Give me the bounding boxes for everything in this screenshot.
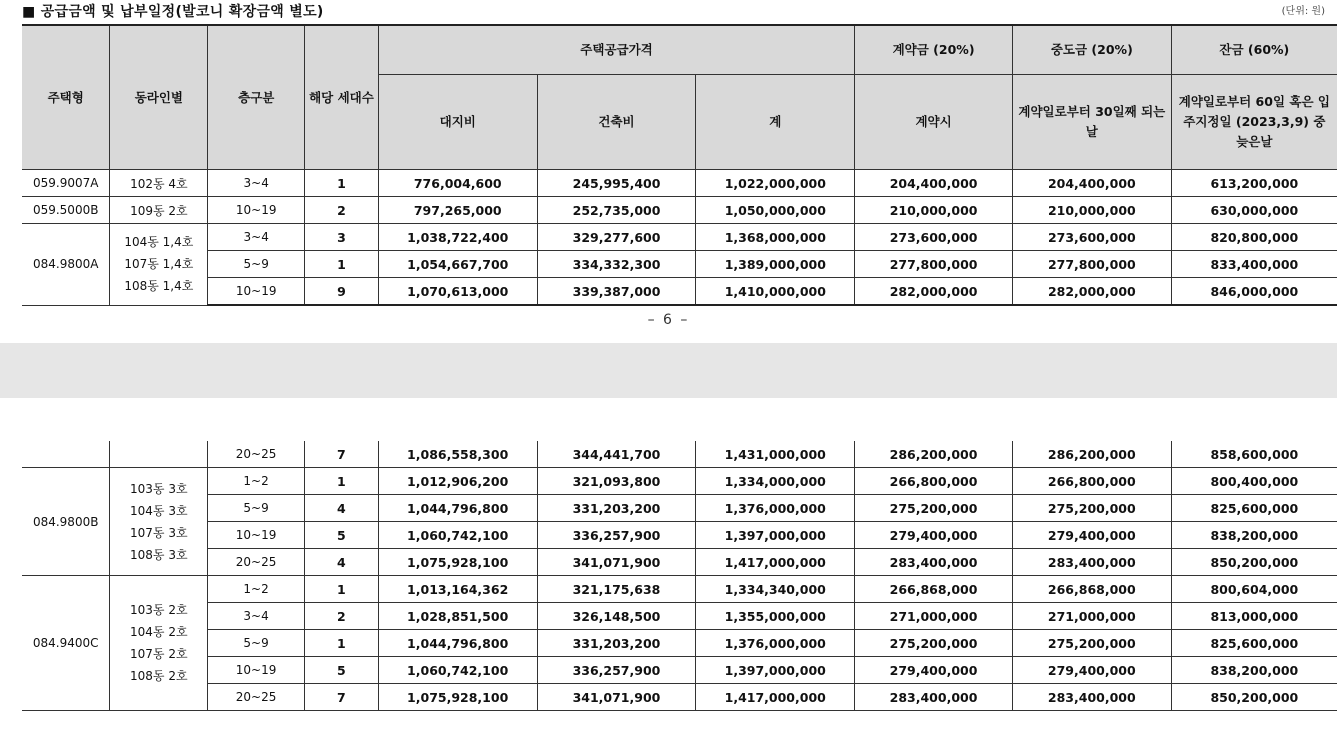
middle-cell: 283,400,000 [1012, 549, 1171, 576]
building-cell: 321,175,638 [537, 576, 696, 603]
land-cell: 1,060,742,100 [378, 522, 537, 549]
units-cell: 1 [304, 630, 378, 657]
balance-cell: 838,200,000 [1171, 522, 1337, 549]
balance-cell: 613,200,000 [1171, 170, 1337, 197]
land-cell: 1,044,796,800 [378, 495, 537, 522]
units-cell: 5 [304, 522, 378, 549]
building-cell: 341,071,900 [537, 549, 696, 576]
table-row [22, 576, 1337, 603]
header-middle: 중도금 (20%) [1012, 25, 1171, 75]
land-cell: 1,054,667,700 [378, 251, 537, 278]
deposit-cell: 279,400,000 [855, 522, 1013, 549]
units-cell: 7 [304, 684, 378, 711]
building-cell: 339,387,000 [537, 278, 696, 306]
units-cell: 3 [305, 224, 379, 251]
total-cell: 1,334,340,000 [696, 576, 855, 603]
building-cell: 252,735,000 [537, 197, 696, 224]
deposit-cell: 282,000,000 [855, 278, 1013, 306]
middle-cell: 273,600,000 [1012, 224, 1171, 251]
header-floor: 층구분 [208, 25, 305, 170]
header-deposit: 계약금 (20%) [855, 25, 1013, 75]
total-cell: 1,410,000,000 [696, 278, 855, 306]
middle-cell: 204,400,000 [1012, 170, 1171, 197]
land-cell: 1,044,796,800 [378, 630, 537, 657]
middle-cell: 210,000,000 [1012, 197, 1171, 224]
table-row [22, 224, 1337, 251]
balance-cell: 800,604,000 [1171, 576, 1337, 603]
balance-cell: 825,600,000 [1171, 630, 1337, 657]
header-middle-when: 계약일로부터 30일째 되는 날 [1012, 75, 1171, 170]
land-cell: 1,075,928,100 [378, 684, 537, 711]
deposit-cell: 271,000,000 [855, 603, 1013, 630]
balance-cell: 800,400,000 [1171, 468, 1337, 495]
middle-cell: 282,000,000 [1012, 278, 1171, 306]
middle-cell: 271,000,000 [1012, 603, 1171, 630]
unit-note: (단위: 원) [1281, 6, 1325, 17]
total-cell: 1,368,000,000 [696, 224, 855, 251]
building-cell: 336,257,900 [537, 522, 696, 549]
land-cell: 797,265,000 [378, 197, 537, 224]
building-cell: 334,332,300 [537, 251, 696, 278]
total-cell: 1,389,000,000 [696, 251, 855, 278]
units-cell: 9 [305, 278, 379, 306]
land-cell: 1,013,164,362 [378, 576, 537, 603]
building-cell: 341,071,900 [537, 684, 696, 711]
floor-cell: 1~2 [208, 468, 305, 495]
balance-cell: 630,000,000 [1171, 197, 1337, 224]
table-row [22, 251, 1337, 278]
floor-cell: 5~9 [208, 495, 305, 522]
building-cell: 331,203,200 [537, 495, 696, 522]
total-cell: 1,376,000,000 [696, 630, 855, 657]
type-cell: 084.9800A [22, 224, 110, 306]
units-cell: 4 [304, 549, 378, 576]
table-row [22, 549, 1337, 576]
deposit-cell: 277,800,000 [855, 251, 1013, 278]
page-number: – 6 – [647, 312, 690, 328]
building-cell: 344,441,700 [537, 441, 696, 468]
building-cell: 336,257,900 [537, 657, 696, 684]
balance-cell: 833,400,000 [1171, 251, 1337, 278]
floor-cell: 10~19 [208, 657, 305, 684]
dong-cell: 104동 1,4호 107동 1,4호 108동 1,4호 [110, 224, 208, 306]
price-schedule-table-page-7 [22, 441, 1337, 711]
dong-cell: 103동 2호 104동 2호 107동 2호 108동 2호 [110, 576, 208, 711]
type-cell: 059.5000B [22, 197, 110, 224]
total-cell: 1,022,000,000 [696, 170, 855, 197]
balance-cell: 858,600,000 [1171, 441, 1337, 468]
header-units: 해당 세대수 [305, 25, 379, 170]
header-supply-price: 주택공급가격 [378, 25, 854, 75]
type-cell-continued [22, 441, 110, 468]
type-cell: 084.9800B [22, 468, 110, 576]
floor-cell: 5~9 [208, 630, 305, 657]
balance-cell: 846,000,000 [1171, 278, 1337, 306]
table-row [22, 278, 1337, 306]
header-building: 건축비 [537, 75, 696, 170]
table-row [22, 441, 1337, 468]
middle-cell: 275,200,000 [1012, 630, 1171, 657]
floor-cell: 10~19 [208, 278, 305, 306]
land-cell: 1,070,613,000 [378, 278, 537, 306]
table-row [22, 603, 1337, 630]
document-title: ■ 공급금액 및 납부일정(발코니 확장금액 별도) [22, 4, 324, 20]
floor-cell: 10~19 [208, 197, 305, 224]
units-cell: 1 [304, 468, 378, 495]
type-cell: 084.9400C [22, 576, 110, 711]
balance-cell: 850,200,000 [1171, 684, 1337, 711]
floor-cell: 3~4 [208, 224, 305, 251]
floor-cell: 20~25 [208, 441, 305, 468]
type-cell: 059.9007A [22, 170, 110, 197]
header-balance-when: 계약일로부터 60일 혹은 입주지정일 (2023,3,9) 중 늦은날 [1171, 75, 1337, 170]
total-cell: 1,334,000,000 [696, 468, 855, 495]
deposit-cell: 275,200,000 [855, 495, 1013, 522]
middle-cell: 266,868,000 [1012, 576, 1171, 603]
floor-cell: 10~19 [208, 522, 305, 549]
building-cell: 326,148,500 [537, 603, 696, 630]
land-cell: 776,004,600 [378, 170, 537, 197]
deposit-cell: 283,400,000 [855, 549, 1013, 576]
table-row [22, 197, 1337, 224]
balance-cell: 820,800,000 [1171, 224, 1337, 251]
table-row [22, 684, 1337, 711]
floor-cell: 3~4 [208, 170, 305, 197]
deposit-cell: 286,200,000 [855, 441, 1013, 468]
middle-cell: 279,400,000 [1012, 657, 1171, 684]
total-cell: 1,417,000,000 [696, 684, 855, 711]
total-cell: 1,376,000,000 [696, 495, 855, 522]
header-deposit-when: 계약시 [855, 75, 1013, 170]
deposit-cell: 279,400,000 [855, 657, 1013, 684]
header-balance: 잔금 (60%) [1171, 25, 1337, 75]
deposit-cell: 283,400,000 [855, 684, 1013, 711]
floor-cell: 3~4 [208, 603, 305, 630]
table-row [22, 495, 1337, 522]
units-cell: 1 [304, 576, 378, 603]
total-cell: 1,397,000,000 [696, 522, 855, 549]
dong-cell: 103동 3호 104동 3호 107동 3호 108동 3호 [110, 468, 208, 576]
page-break-gap [0, 343, 1337, 398]
price-schedule-table-page-6 [22, 24, 1337, 306]
floor-cell: 5~9 [208, 251, 305, 278]
floor-cell: 1~2 [208, 576, 305, 603]
dong-cell: 102동 4호 [110, 170, 208, 197]
building-cell: 245,995,400 [537, 170, 696, 197]
middle-cell: 279,400,000 [1012, 522, 1171, 549]
deposit-cell: 266,800,000 [855, 468, 1013, 495]
total-cell: 1,431,000,000 [696, 441, 855, 468]
floor-cell: 20~25 [208, 684, 305, 711]
total-cell: 1,397,000,000 [696, 657, 855, 684]
units-cell: 4 [304, 495, 378, 522]
header-land: 대지비 [378, 75, 537, 170]
units-cell: 5 [304, 657, 378, 684]
land-cell: 1,060,742,100 [378, 657, 537, 684]
land-cell: 1,012,906,200 [378, 468, 537, 495]
land-cell: 1,086,558,300 [378, 441, 537, 468]
land-cell: 1,038,722,400 [378, 224, 537, 251]
middle-cell: 275,200,000 [1012, 495, 1171, 522]
table-row [22, 468, 1337, 495]
table-row [22, 170, 1337, 197]
units-cell: 7 [304, 441, 378, 468]
land-cell: 1,028,851,500 [378, 603, 537, 630]
header-type: 주택형 [22, 25, 110, 170]
table-row [22, 630, 1337, 657]
building-cell: 329,277,600 [537, 224, 696, 251]
dong-cell-continued [110, 441, 208, 468]
header-dong: 동라인별 [110, 25, 208, 170]
total-cell: 1,355,000,000 [696, 603, 855, 630]
middle-cell: 277,800,000 [1012, 251, 1171, 278]
table-row [22, 657, 1337, 684]
balance-cell: 850,200,000 [1171, 549, 1337, 576]
deposit-cell: 275,200,000 [855, 630, 1013, 657]
deposit-cell: 204,400,000 [855, 170, 1013, 197]
balance-cell: 838,200,000 [1171, 657, 1337, 684]
units-cell: 1 [305, 251, 379, 278]
middle-cell: 266,800,000 [1012, 468, 1171, 495]
building-cell: 331,203,200 [537, 630, 696, 657]
deposit-cell: 266,868,000 [855, 576, 1013, 603]
balance-cell: 825,600,000 [1171, 495, 1337, 522]
balance-cell: 813,000,000 [1171, 603, 1337, 630]
table-row [22, 522, 1337, 549]
dong-cell: 109동 2호 [110, 197, 208, 224]
building-cell: 321,093,800 [537, 468, 696, 495]
units-cell: 2 [305, 197, 379, 224]
deposit-cell: 273,600,000 [855, 224, 1013, 251]
deposit-cell: 210,000,000 [855, 197, 1013, 224]
total-cell: 1,050,000,000 [696, 197, 855, 224]
total-cell: 1,417,000,000 [696, 549, 855, 576]
middle-cell: 283,400,000 [1012, 684, 1171, 711]
middle-cell: 286,200,000 [1012, 441, 1171, 468]
units-cell: 1 [305, 170, 379, 197]
units-cell: 2 [304, 603, 378, 630]
land-cell: 1,075,928,100 [378, 549, 537, 576]
floor-cell: 20~25 [208, 549, 305, 576]
header-total: 계 [696, 75, 855, 170]
